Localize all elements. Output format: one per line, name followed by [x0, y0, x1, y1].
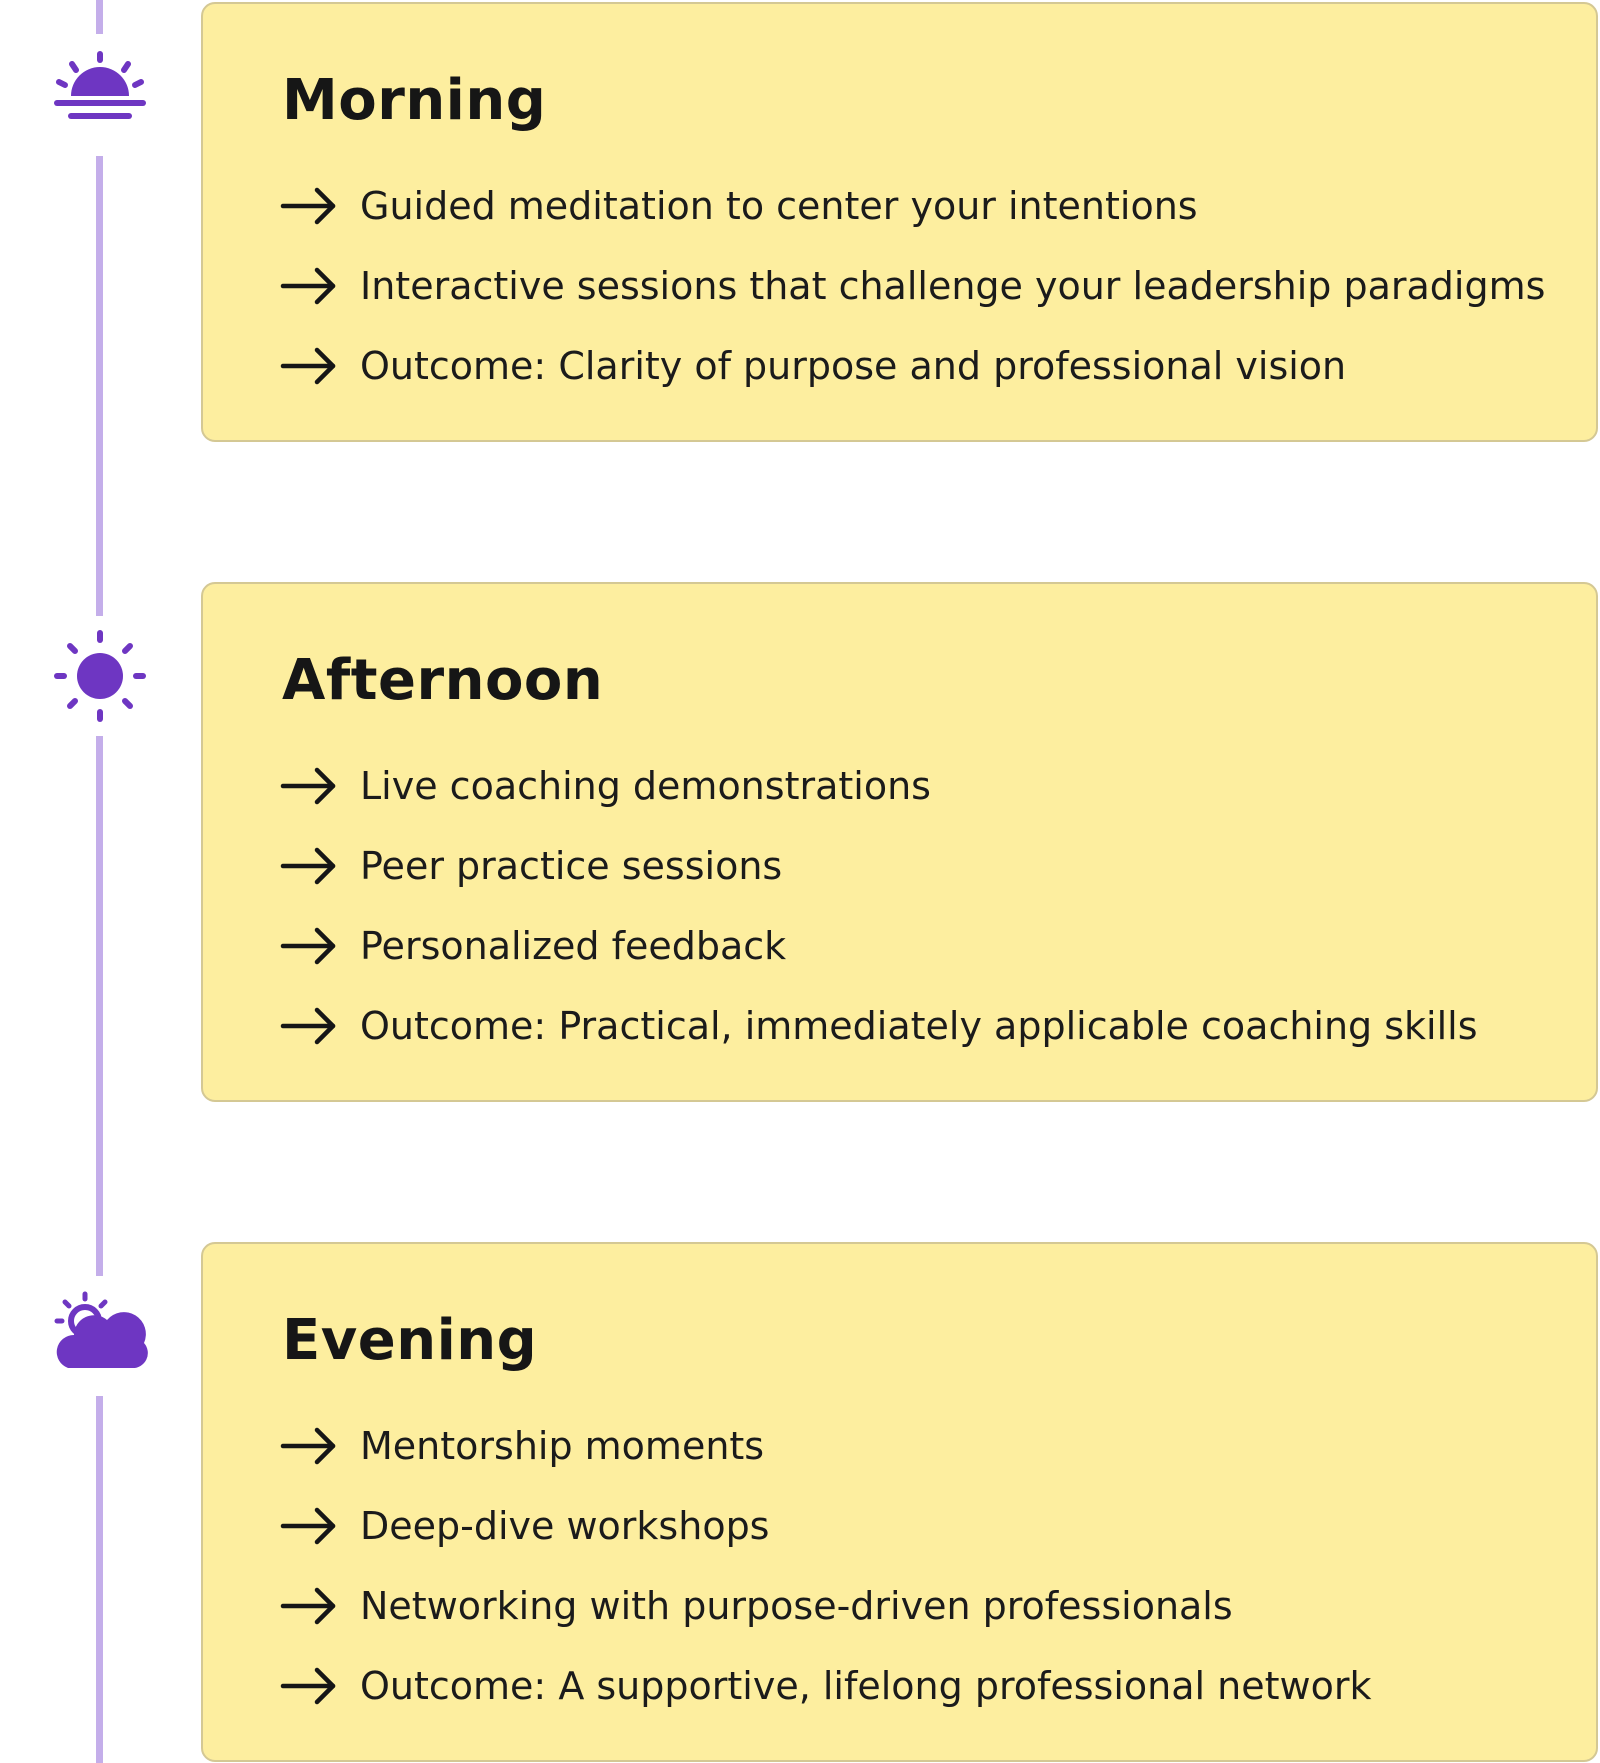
arrow-right-icon [279, 1666, 339, 1706]
list-item [279, 746, 1478, 826]
arrow-right-icon [279, 186, 339, 226]
arrow-right-icon [279, 346, 339, 386]
arrow-right-icon [279, 766, 339, 806]
afternoon-list [279, 746, 1478, 1066]
timeline-line [96, 1396, 103, 1763]
timeline-line [96, 736, 103, 1276]
list-item [279, 166, 1545, 246]
list-item [279, 906, 1478, 986]
evening-list [279, 1406, 1371, 1726]
sunrise-icon [50, 48, 150, 148]
arrow-right-icon [279, 846, 339, 886]
list-item [279, 1406, 1371, 1486]
morning-list [279, 166, 1545, 406]
morning-card [201, 2, 1598, 442]
list-item-text: Live coaching demonstrations [360, 764, 931, 808]
evening-title: Evening [282, 1308, 538, 1373]
list-item [279, 1486, 1371, 1566]
list-item-text: Interactive sessions that challenge your leadership paradigms [360, 264, 1546, 308]
arrow-right-icon [279, 1006, 339, 1046]
morning-title: Morning [282, 68, 547, 133]
sun-icon [50, 626, 150, 726]
list-item [279, 826, 1478, 906]
afternoon-title: Afternoon [282, 648, 604, 713]
list-item [279, 1566, 1371, 1646]
list-item [279, 246, 1545, 326]
arrow-right-icon [279, 266, 339, 306]
afternoon-card [201, 582, 1598, 1102]
list-item-text: Deep-dive workshops [360, 1504, 770, 1548]
list-item-text: Networking with purpose-driven professionals [360, 1584, 1233, 1628]
list-item [279, 326, 1545, 406]
arrow-right-icon [279, 1586, 339, 1626]
list-item-text: Outcome: A supportive, lifelong professional network [360, 1664, 1372, 1708]
timeline-line [96, 156, 103, 616]
list-item-text: Guided meditation to center your intentions [360, 184, 1198, 228]
list-item-text: Peer practice sessions [360, 844, 783, 888]
list-item [279, 1646, 1371, 1726]
list-item-text: Outcome: Clarity of purpose and professional vision [360, 344, 1347, 388]
list-item-text: Mentorship moments [360, 1424, 765, 1468]
arrow-right-icon [279, 926, 339, 966]
timeline-line [96, 0, 103, 34]
partly-cloudy-icon [50, 1288, 150, 1388]
list-item-text: Personalized feedback [360, 924, 787, 968]
list-item-text: Outcome: Practical, immediately applicable coaching skills [360, 1004, 1478, 1048]
list-item [279, 986, 1478, 1066]
evening-card [201, 1242, 1598, 1762]
arrow-right-icon [279, 1506, 339, 1546]
arrow-right-icon [279, 1426, 339, 1466]
